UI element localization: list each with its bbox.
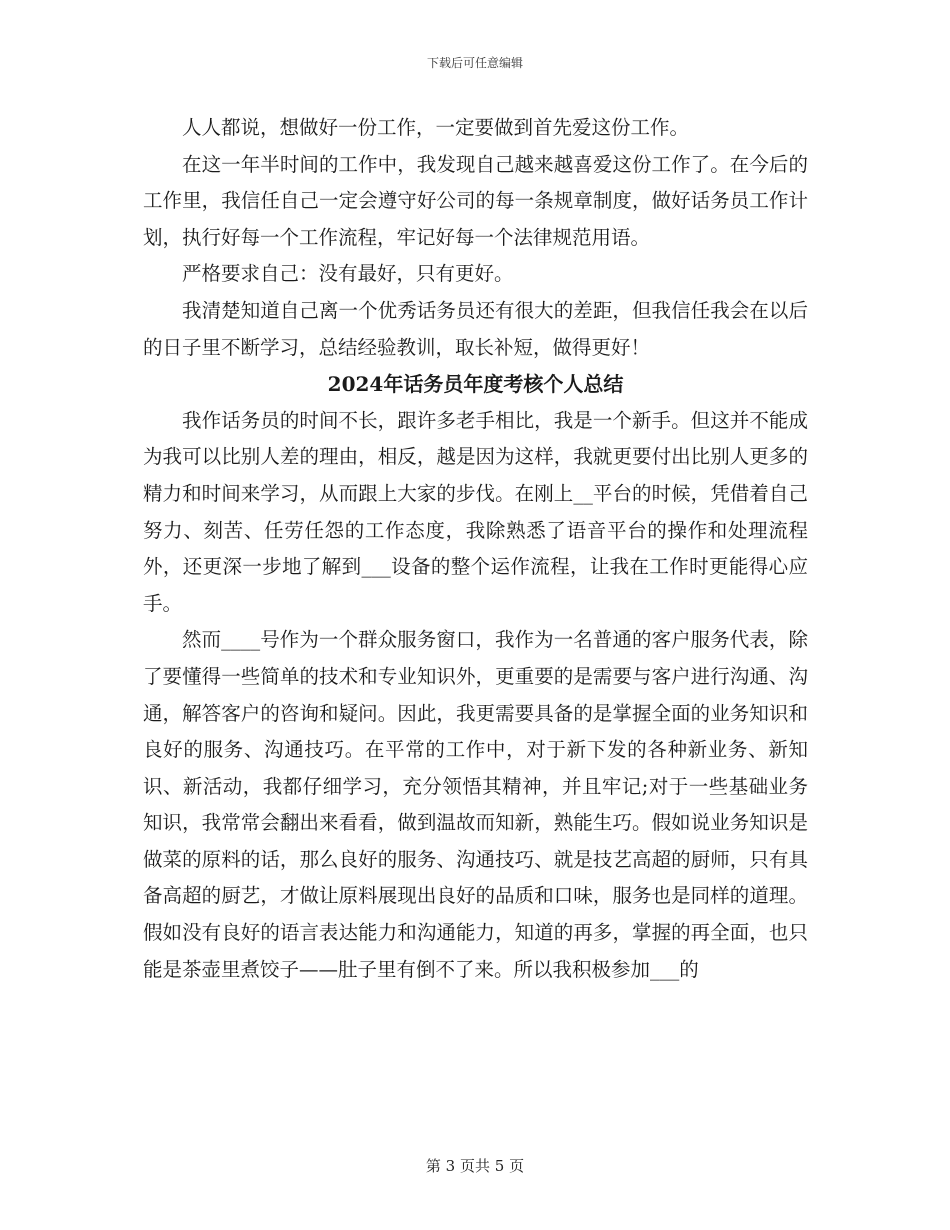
paragraph: 我清楚知道自己离一个优秀话务员还有很大的差距，但我信任我会在以后的日子里不断学习，总结经验教训，取长补短，做得更好！: [143, 298, 808, 359]
paragraph: 然而____号作为一个群众服务窗口，我作为一名普通的客户服务代表，除了要懂得一些简单的技术和专业知识外，更重要的是需要与客户进行沟通、沟通，解答客户的咨询和疑问。因此，我更需要具备的是掌握全面的业务知识和良好的服务、沟通技巧。在平常的工作中，对于新下发的各种新业务、新知识、新活动，我都仔细学习，充分领悟其精神，并且牢记;对于一些基础业务知识，我常常会翻出来看看，做到温故而知新，熟能生巧。假如说业务知识是做菜的原料的话，那么良好的服务、沟通技巧、就是技艺高超的厨师，只有具备高超的厨艺，才做让原料展现出良好的品质和口味，服务也是同样的道理。假如没有良好的语言表达能力和沟通能力，知道的再多，掌握的再全面，也只能是茶壶里煮饺子——肚子里有倒不了来。所以我积极参加___的: [143, 628, 808, 981]
section-title: 2024年话务员年度考核个人总结: [327, 372, 624, 397]
paragraph: 严格要求自己：没有最好，只有更好。: [182, 262, 514, 286]
page-footer: 第 3 页共 5 页: [425, 1157, 525, 1175]
page-header: 下载后可任意编辑: [426, 56, 523, 70]
paragraph: 我作话务员的时间不长，跟许多老手相比，我是一个新手。但这并不能成为我可以比别人差的理由，相反，越是因为这样，我就更要付出比别人更多的精力和时间来学习，从而跟上大家的步伐。在刚上__平台的时候，凭借着自己努力、刻苦、任劳任怨的工作态度，我除熟悉了语音平台的操作和处理流程外，还更深一步地了解到___设备的整个运作流程，让我在工作时更能得心应手。: [143, 408, 808, 615]
paragraph: 在这一年半时间的工作中，我发现自己越来越喜爱这份工作了。在今后的工作里，我信任自己一定会遵守好公司的每一条规章制度，做好话务员工作计划，执行好每一个工作流程，牢记好每一个法律规范用语。: [143, 152, 808, 249]
paragraph: 人人都说，想做好一份工作，一定要做到首先爱这份工作。: [182, 116, 690, 139]
document-body: [143, 110, 808, 988]
